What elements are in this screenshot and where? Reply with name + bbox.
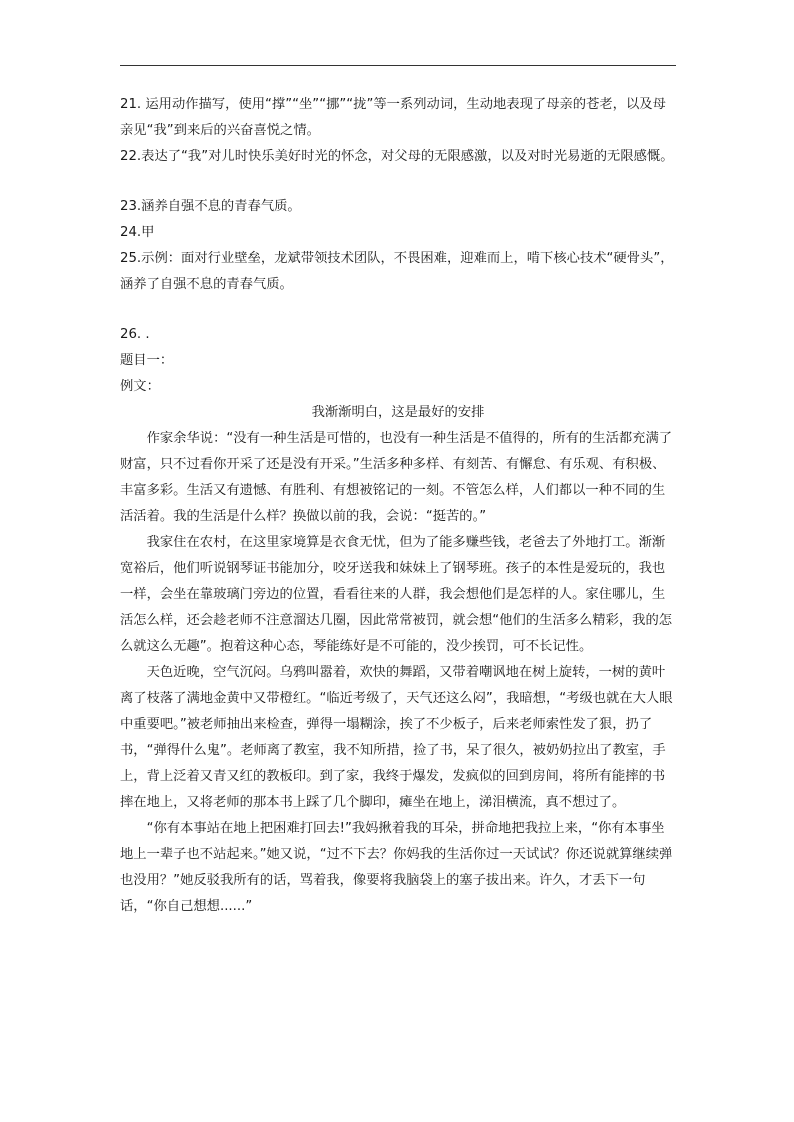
- essay-paragraph-3: 天色近晚，空气沉闷。乌鸦叫嚣着，欢快的舞蹈，又带着嘲讽地在树上旋转，一树的黄叶离了枝落了满地金黄中又带橙红。“临近考级了，天气还这么闷”，我暗想，“考级也就在大人眼中重要吧。”被老师抽出来检查，弹得一塌糊涂，挨了不少板子，后来老师索性发了狠，扔了书，“弹得什么鬼”。老师离了教室，我不知所措，捡了书，呆了很久，被奶奶拉出了教室，手上，背上泛着又青又红的教板印。到了家，我终于爆发，发疯似的回到房间，将所有能摔的书摔在地上，又将老师的那本书上踩了几个脚印，瘫坐在地上，涕泪横流，真不想过了。: [120, 665, 673, 810]
- answer-22: 22.表达了“我”对儿时快乐美好时光的怀念，对父母的无限感激，以及对时光易逝的无限感慨。: [120, 149, 674, 164]
- answer-26: 26. .: [120, 327, 150, 342]
- essay-paragraph-2: 我家住在农村，在这里家境算是衣食无忧，但为了能多赚些钱，老爸去了外地打工。渐渐宽裕后，他们听说钢琴证书能加分，咬牙送我和妹妹上了钢琴班。孩子的本性是爱玩的，我也一样，会坐在靠玻璃门旁边的位置，看看往来的人群，我会想他们是怎样的人。家住哪儿，生活怎么样，还会趁老师不注意溜达几圈，因此常常被罚，就会想“他们的生活多么精彩，我的怎么就这么无趣”。抱着这种心态，琴能练好是不可能的，没少挨罚，可不长记性。: [120, 535, 673, 654]
- answer-23: 23.涵养自强不息的青春气质。: [120, 199, 301, 214]
- essay-paragraph-1: 作家余华说：“没有一种生活是可惜的，也没有一种生活是不值得的，所有的生活都充满了财富，只不过看你开采了还是没有开采。”生活多种多样、有刻苦、有懈怠、有乐观、有积极、丰富多彩。生活又有遗憾、有胜利、有想被铭记的一刻。不管怎么样，人们都以一种不同的生活活着。我的生活是什么样？换做以前的我，会说：“挺苦的。”: [120, 431, 673, 524]
- answer-24: 24.甲: [120, 225, 155, 240]
- answer-25: 25.示例：面对行业壁垒，龙斌带领技术团队，不畏困难，迎难而上，啃下核心技术“硬骨头”，涵养了自强不息的青春气质。: [120, 251, 674, 292]
- essay-paragraph-4: “你有本事站在地上把困难打回去!”我妈揪着我的耳朵，拼命地把我拉上来，“你有本事坐地上一辈子也不站起来。”她又说，“过不下去？你妈我的生活你过一天试试？你还说就算继续弹也没用？”她反驳我所有的话，骂着我，像要将我脑袋上的塞子拔出来。许久，才丢下一句话，“你自己想想......”: [120, 821, 673, 914]
- example-label: 例文：: [120, 379, 160, 394]
- answer-content: [120, 92, 676, 920]
- answer-21: 21. 运用动作描写，使用“撑”“坐”“挪”“拢”等一系列动词，生动地表现了母亲的苍老，以及母亲见“我”到来后的兴奋喜悦之情。: [120, 97, 666, 138]
- spacer: [120, 298, 676, 322]
- essay-title: 我渐渐明白，这是最好的安排: [311, 405, 485, 420]
- spacer: [120, 170, 676, 194]
- header-rule: [120, 65, 676, 66]
- topic-label: 题目一：: [120, 353, 174, 368]
